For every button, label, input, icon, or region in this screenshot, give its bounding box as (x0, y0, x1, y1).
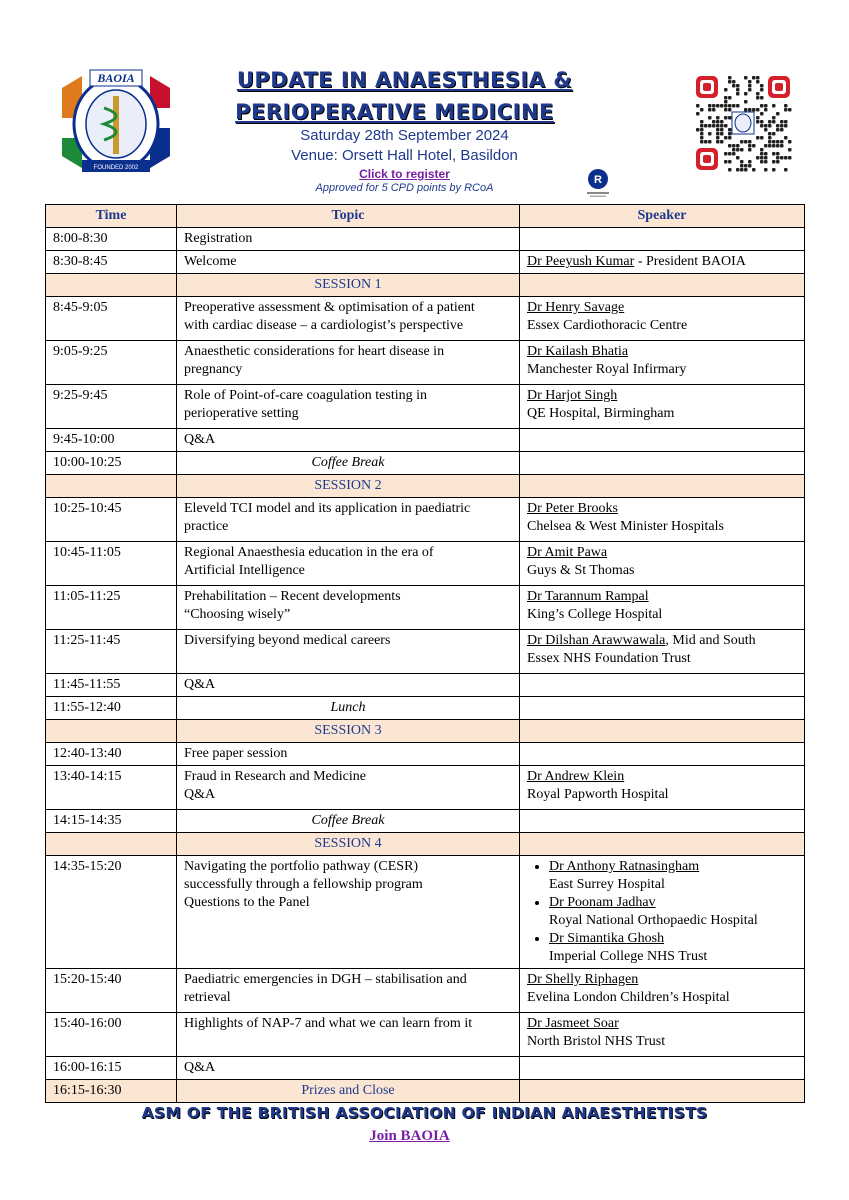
speaker-name: Dr Henry Savage (527, 300, 625, 315)
topic-line: Anaesthetic considerations for heart disease in (184, 344, 445, 359)
register-link[interactable]: Click to register (359, 167, 450, 181)
speaker-affiliation: Guys & St Thomas (527, 563, 635, 578)
speaker-affiliation: East Surrey Hospital (549, 877, 665, 892)
time-cell: 9:05-9:25 (46, 341, 177, 385)
topic-cell (177, 674, 520, 697)
speaker-name: Dr Peeyush Kumar (527, 254, 635, 269)
topic-line: Q&A (184, 1060, 216, 1075)
speaker-cell (520, 274, 805, 297)
time-cell (46, 720, 177, 743)
topic-cell (177, 498, 520, 542)
event-title-line1: UPDATE IN ANAESTHESIA & (236, 68, 573, 92)
topic-line: Welcome (184, 254, 237, 269)
time-cell: 16:15-16:30 (46, 1080, 177, 1103)
cpd-approval: Approved for 5 CPD points by RCoA (315, 182, 494, 194)
speaker-cell (520, 429, 805, 452)
speaker-line (527, 343, 797, 361)
time-cell: 11:45-11:55 (46, 674, 177, 697)
header-topic: Topic (177, 205, 520, 228)
panel-speaker (549, 894, 797, 930)
speaker-affiliation: QE Hospital, Birmingham (527, 406, 675, 421)
speaker-cell (520, 251, 805, 274)
svg-text:BAOIA: BAOIA (97, 71, 135, 85)
time-cell: 9:25-9:45 (46, 385, 177, 429)
topic-line: Highlights of NAP-7 and what we can learn from it (184, 1016, 473, 1031)
table-row (46, 810, 805, 833)
speaker-affiliation: Evelina London Children’s Hospital (527, 990, 730, 1005)
speaker-cell (520, 720, 805, 743)
asm-footer: ASM OF THE BRITISH ASSOCIATION OF INDIAN ANAESTHETISTS (141, 1104, 708, 1122)
topic-line: Prehabilitation – Recent developments (184, 589, 401, 604)
topic-cell (177, 856, 520, 969)
table-row (46, 385, 805, 429)
break-label: Coffee Break (177, 810, 520, 833)
speaker-affiliation: - President BAOIA (634, 254, 746, 269)
table-row (46, 1013, 805, 1057)
speaker-cell (520, 969, 805, 1013)
break-label: Lunch (177, 697, 520, 720)
session-row (46, 833, 805, 856)
time-cell: 13:40-14:15 (46, 766, 177, 810)
speaker-name: Dr Andrew Klein (527, 769, 625, 784)
rcoa-logo-icon (585, 168, 611, 198)
table-row (46, 297, 805, 341)
table-row (46, 498, 805, 542)
speaker-affiliation: Royal National Orthopaedic Hospital (549, 913, 758, 928)
time-cell (46, 475, 177, 498)
speaker-affiliation: , Mid and South (665, 633, 756, 648)
speaker-line (527, 989, 797, 1007)
speaker-line (527, 518, 797, 536)
topic-line: “Choosing wisely” (184, 607, 291, 622)
close-label: Prizes and Close (177, 1080, 520, 1103)
topic-line: Free paper session (184, 746, 288, 761)
break-label: Coffee Break (177, 452, 520, 475)
speaker-name: Dr Simantika Ghosh (549, 931, 665, 946)
time-cell: 14:35-15:20 (46, 856, 177, 969)
time-cell: 16:00-16:15 (46, 1057, 177, 1080)
speaker-line (527, 632, 797, 650)
time-cell: 14:15-14:35 (46, 810, 177, 833)
topic-line: Regional Anaesthesia education in the era of (184, 545, 434, 560)
session-row (46, 720, 805, 743)
table-row (46, 1080, 805, 1103)
speaker-line (527, 317, 797, 335)
speaker-line (527, 1015, 797, 1033)
table-row (46, 630, 805, 674)
topic-cell (177, 385, 520, 429)
time-cell: 15:20-15:40 (46, 969, 177, 1013)
speaker-cell (520, 297, 805, 341)
speaker-name: Dr Tarannum Rampal (527, 589, 649, 604)
topic-line: Diversifying beyond medical careers (184, 633, 391, 648)
session-label: SESSION 4 (177, 833, 520, 856)
speaker-cell (520, 1080, 805, 1103)
speaker-name: Dr Poonam Jadhav (549, 895, 656, 910)
header-time: Time (46, 205, 177, 228)
speaker-cell (520, 743, 805, 766)
speaker-name: Dr Jasmeet Soar (527, 1016, 619, 1031)
topic-line: Paediatric emergencies in DGH – stabilisation and (184, 972, 467, 987)
speaker-name: Dr Peter Brooks (527, 501, 618, 516)
speaker-line (527, 786, 797, 804)
svg-text:FOUNDED 2002: FOUNDED 2002 (93, 165, 139, 171)
speaker-line (527, 971, 797, 989)
table-row (46, 452, 805, 475)
speaker-cell (520, 697, 805, 720)
speaker-affiliation: Chelsea & West Minister Hospitals (527, 519, 724, 534)
event-title-line2: PERIOPERATIVE MEDICINE (235, 100, 554, 124)
speaker-cell (520, 341, 805, 385)
speaker-cell (520, 674, 805, 697)
time-cell: 10:00-10:25 (46, 452, 177, 475)
topic-cell (177, 297, 520, 341)
topic-cell (177, 1057, 520, 1080)
table-row (46, 856, 805, 969)
session-row (46, 475, 805, 498)
topic-cell (177, 969, 520, 1013)
speaker-cell (520, 228, 805, 251)
speaker-line (527, 768, 797, 786)
topic-line: retrieval (184, 990, 231, 1005)
speaker-affiliation: Manchester Royal Infirmary (527, 362, 687, 377)
speaker-line (527, 544, 797, 562)
speaker-cell (520, 810, 805, 833)
topic-cell (177, 586, 520, 630)
speaker-cell (520, 385, 805, 429)
topic-line: Role of Point-of-care coagulation testing in (184, 388, 427, 403)
speaker-affiliation: Essex Cardiothoracic Centre (527, 318, 688, 333)
time-cell: 10:45-11:05 (46, 542, 177, 586)
table-row (46, 228, 805, 251)
speaker-cell (520, 498, 805, 542)
speaker-name: Dr Amit Pawa (527, 545, 608, 560)
topic-cell (177, 630, 520, 674)
speaker-line (527, 405, 797, 423)
topic-line: Registration (184, 231, 253, 246)
speaker-line (527, 299, 797, 317)
session-label: SESSION 3 (177, 720, 520, 743)
speaker-cell (520, 630, 805, 674)
speaker-line (527, 253, 797, 271)
topic-line: pregnancy (184, 362, 243, 377)
session-label: SESSION 1 (177, 274, 520, 297)
table-row (46, 341, 805, 385)
topic-line: Q&A (184, 432, 216, 447)
topic-line: Artificial Intelligence (184, 563, 305, 578)
topic-cell (177, 1013, 520, 1057)
speaker-name: Dr Dilshan Arawwawala (527, 633, 666, 648)
panel-speaker-list (527, 858, 797, 966)
speaker-cell (520, 1057, 805, 1080)
speaker-affiliation: North Bristol NHS Trust (527, 1034, 666, 1049)
speaker-line (527, 650, 797, 668)
table-row (46, 1057, 805, 1080)
topic-cell (177, 542, 520, 586)
time-cell (46, 274, 177, 297)
topic-line: Navigating the portfolio pathway (CESR) (184, 859, 419, 874)
join-baoia-link[interactable]: Join BAOIA (369, 1128, 450, 1144)
table-row (46, 542, 805, 586)
speaker-affiliation: Essex NHS Foundation Trust (527, 651, 691, 666)
table-row (46, 586, 805, 630)
time-cell: 11:05-11:25 (46, 586, 177, 630)
time-cell: 10:25-10:45 (46, 498, 177, 542)
speaker-line (527, 588, 797, 606)
table-row (46, 697, 805, 720)
event-date: Saturday 28th September 2024 (300, 127, 509, 144)
speaker-cell (520, 766, 805, 810)
speaker-name: Dr Harjot Singh (527, 388, 618, 403)
speaker-line (527, 1033, 797, 1051)
topic-cell (177, 429, 520, 452)
table-row (46, 969, 805, 1013)
speaker-cell (520, 475, 805, 498)
topic-line: Questions to the Panel (184, 895, 310, 910)
panel-speaker (549, 858, 797, 894)
topic-line: Fraud in Research and Medicine (184, 769, 366, 784)
table-row (46, 674, 805, 697)
topic-line: Q&A (184, 677, 216, 692)
table-row (46, 743, 805, 766)
qr-code-icon[interactable] (694, 74, 792, 172)
speaker-name: Dr Anthony Ratnasingham (549, 859, 700, 874)
topic-line: practice (184, 519, 229, 534)
topic-cell (177, 743, 520, 766)
speaker-affiliation: Imperial College NHS Trust (549, 949, 708, 964)
event-venue: Venue: Orsett Hall Hotel, Basildon (291, 147, 518, 164)
table-row (46, 251, 805, 274)
speaker-cell (520, 542, 805, 586)
topic-line: Preoperative assessment & optimisation of a patient (184, 300, 475, 315)
programme-table (45, 204, 805, 1103)
speaker-cell (520, 452, 805, 475)
speaker-name: Dr Kailash Bhatia (527, 344, 629, 359)
topic-line: with cardiac disease – a cardiologist’s perspective (184, 318, 464, 333)
speaker-affiliation: King’s College Hospital (527, 607, 663, 622)
time-cell: 8:30-8:45 (46, 251, 177, 274)
speaker-line (527, 500, 797, 518)
time-cell: 11:55-12:40 (46, 697, 177, 720)
topic-line: perioperative setting (184, 406, 299, 421)
time-cell: 8:45-9:05 (46, 297, 177, 341)
speaker-name: Dr Shelly Riphagen (527, 972, 639, 987)
table-row (46, 429, 805, 452)
time-cell: 8:00-8:30 (46, 228, 177, 251)
table-row (46, 766, 805, 810)
time-cell: 9:45-10:00 (46, 429, 177, 452)
topic-cell (177, 766, 520, 810)
speaker-cell (520, 586, 805, 630)
topic-line: Eleveld TCI model and its application in paediatric (184, 501, 471, 516)
speaker-cell (520, 856, 805, 969)
topic-line: successfully through a fellowship program (184, 877, 423, 892)
speaker-line (527, 606, 797, 624)
header-speaker: Speaker (520, 205, 805, 228)
time-cell: 15:40-16:00 (46, 1013, 177, 1057)
speaker-affiliation: Royal Papworth Hospital (527, 787, 669, 802)
time-cell: 11:25-11:45 (46, 630, 177, 674)
session-row (46, 274, 805, 297)
session-label: SESSION 2 (177, 475, 520, 498)
speaker-cell (520, 833, 805, 856)
speaker-line (527, 562, 797, 580)
topic-cell (177, 228, 520, 251)
topic-cell (177, 341, 520, 385)
svg-text:R: R (594, 174, 602, 186)
topic-line: Q&A (184, 787, 216, 802)
panel-speaker (549, 930, 797, 966)
topic-cell (177, 251, 520, 274)
time-cell (46, 833, 177, 856)
time-cell: 12:40-13:40 (46, 743, 177, 766)
speaker-cell (520, 1013, 805, 1057)
speaker-line (527, 361, 797, 379)
speaker-line (527, 387, 797, 405)
